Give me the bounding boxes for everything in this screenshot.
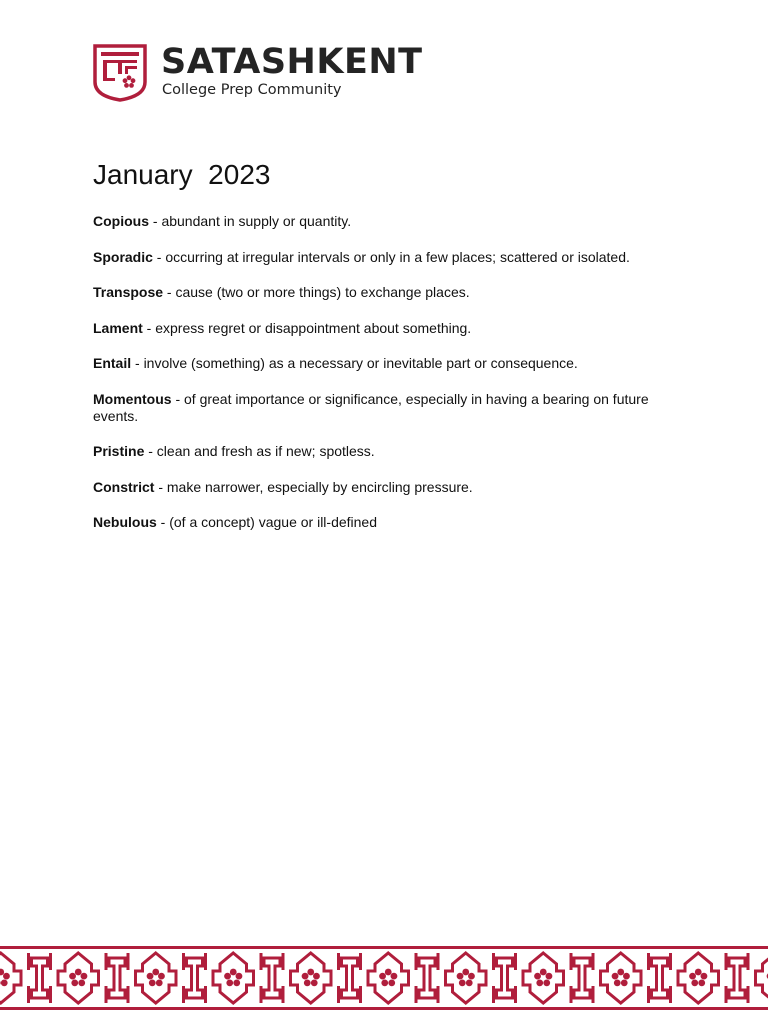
list-item	[93, 320, 683, 337]
page-title: January 2023	[93, 159, 271, 190]
list-item	[93, 479, 683, 496]
vocab-term: Transpose	[93, 284, 164, 300]
vocab-definition: - of great importance or significance, especially in having a bearing on future events.	[93, 390, 649, 424]
shield-emblem-icon	[93, 44, 147, 102]
list-item	[93, 249, 683, 266]
vocab-definition: - cause (two or more things) to exchange places.	[163, 284, 470, 300]
vocab-definition: - involve (something) as a necessary or inevitable part or consequence.	[131, 355, 578, 371]
vocab-term: Entail	[93, 355, 132, 371]
vocab-definition: - occurring at irregular intervals or only in a few places; scattered or isolated.	[152, 248, 630, 265]
vocab-definition: - make narrower, especially by encircling pressure.	[154, 478, 473, 495]
vocab-definition: - abundant in supply or quantity.	[149, 213, 352, 229]
vocab-definition: - (of a concept) vague or ill-defined	[156, 514, 378, 530]
brand-logo	[93, 44, 423, 102]
list-item	[93, 514, 683, 531]
list-item	[93, 443, 683, 460]
vocab-term: Sporadic	[93, 248, 153, 265]
vocab-definition: - clean and fresh as if new; spotless.	[144, 443, 375, 459]
vocab-term: Momentous	[93, 390, 172, 407]
vocab-term: Lament	[93, 319, 143, 336]
list-item	[93, 284, 683, 301]
brand-name: SATASHKENT	[161, 42, 423, 82]
vocab-definition: - express regret or disappointment about something.	[142, 319, 472, 336]
list-item	[93, 355, 683, 372]
vocab-term: Pristine	[93, 443, 145, 459]
list-item	[93, 391, 683, 425]
vocab-term: Constrict	[93, 478, 155, 495]
vocabulary-list	[93, 213, 683, 550]
vocab-term: Nebulous	[93, 514, 157, 530]
ornamental-flower-border-icon	[0, 944, 768, 1012]
brand-tagline: College Prep Community	[162, 82, 342, 98]
brand-text	[161, 42, 423, 99]
list-item	[93, 213, 683, 230]
vocab-term: Copious	[93, 213, 149, 229]
